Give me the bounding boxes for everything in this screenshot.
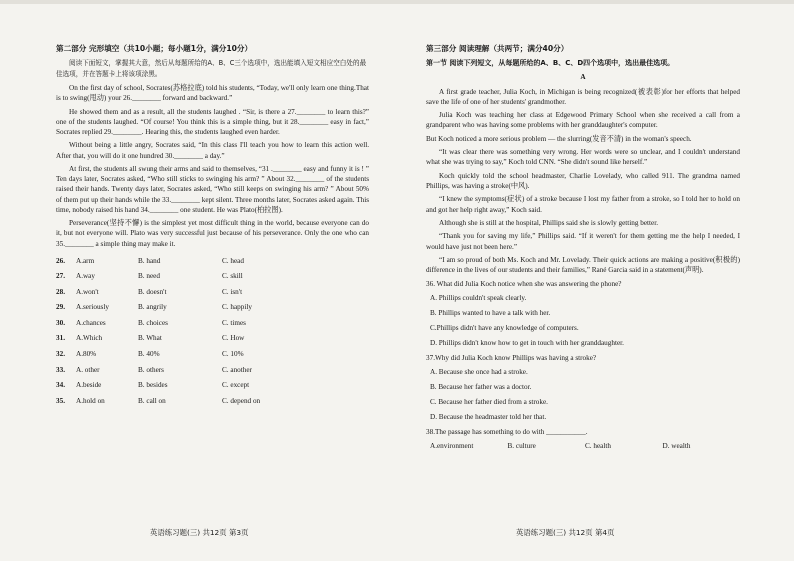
answer-option-row [430,439,740,453]
reading-paragraph: “I am so proud of both Ms. Koch and Mr. Lovelady. Their quick actions are making a positive(积极的) difference in the lives of our students and their families,” Rané Garcia said in a statement(声明). [426,255,740,275]
option-row: 31. A.Which B. What C. How [56,334,245,343]
passage-label: A [580,73,586,82]
cloze-paragraph: At first, the students all swung their arms and said to themselves, “31 .________ easy and funny it is ! ” Ten days later, Socrates asked, “Who still sticks to swinging his arm? ” About 32.________ of the students raised their hands. Twenty days later, Socrates asked, “Who still keeps on swinging his arm? ” About 50% of them put up their hands while the 33.________ kept silent. Three months later, Socrates asked again. This time, nobody raised his hand 34.________ one student. He was Plato(柏拉图). [56,165,369,214]
reading-paragraph: “I knew the symptoms(症状) of a stroke because I lost my father from a stroke, so I told her to hold on and got her help right away,” Koch said. [426,195,740,214]
question-36: 36. What did Julia Koch notice when she was answering the phone? [426,279,622,288]
page-footer-right: 英语练习题(三) 共12页 第4页 [516,528,615,537]
reading-paragraph: Julia Koch was teaching her class at Edgewood Primary School when she received a call from a grandparent who was having some problems with her granddaughter's computer. [426,111,740,130]
reading-subsection-title: 第一节 阅读下列短文，从每题所给的A、B、C、D四个选项中，选出最佳选项。 [426,59,675,68]
question-37: 37.Why did Julia Koch know Phillips was having a stroke? [426,353,597,362]
option-row: 33. A. other B. others C. another [56,365,252,374]
answer-option: C. health [585,442,611,451]
option-row: 32. A.80% B. 40% C. 10% [56,350,244,359]
answer-option: A. Phillips couldn't speak clearly. [430,293,527,302]
option-row: 26. A.arm B. hand C. head [56,256,244,265]
cloze-paragraph: On the first day of school, Socrates(苏格拉底) told his students, “Today, we'll only learn one thing.That is to swing(甩动) your 26.________ forward and backward.” [56,84,369,103]
section-title-reading: 第三部分 阅读理解（共两节；满分40分） [426,44,569,53]
cloze-paragraph: Perseverance(坚持不懈) is the simplest yet most difficult thing in the world, because everyone can do it, but not everyone will. Plato was very successful just because of his perseverance. Only the one who can 35.________ a simple thing may make it. [56,219,369,248]
option-row: 29. A.seriously B. angrily C. happily [56,303,252,312]
reading-paragraph: “It was clear there was something very wrong. Her words were so unclear, and I couldn't understand what she was trying to say,” Koch told CNN. “She didn't sound like herself.” [426,148,740,167]
cloze-paragraph: Without being a little angry, Socrates said, “In this class I'll teach you how to learn this action well. After that, you will do it one hundred 30.________ a day.” [56,141,369,160]
reading-paragraph: A first grade teacher, Julia Koch, in Michigan is being recognized(被表彰)for her efforts that helped save the life of one of her students' grandmother. [426,87,740,106]
reading-paragraph: Although she is still at the hospital, Phillips said she is slowly getting better. [439,218,659,227]
answer-option: D. wealth [662,442,691,451]
option-row: 34. A.beside B. besides C. except [56,381,250,390]
reading-paragraph: But Koch noticed a more serious problem — the slurring(发音不清) in the woman's speech. [426,134,692,143]
option-row: 35. A.hold on B. call on C. depend on [56,396,261,405]
cloze-options [56,253,369,409]
answer-option: D. Because the headmaster told her that. [430,412,547,421]
answer-option: B. Phillips wanted to have a talk with her. [430,308,551,317]
answer-option: B. culture [507,442,536,451]
page-footer-left: 英语练习题(三) 共12页 第3页 [150,528,249,537]
section-title-cloze: 第二部分 完形填空（共10小题；每小题1分，满分10分） [56,44,253,53]
page-3 [56,44,369,409]
page-4 [426,44,740,453]
scan-edge [0,0,794,4]
answer-option: B. Because her father was a doctor. [430,382,532,391]
question-38: 38.The passage has something to do with ___________. [426,427,588,436]
answer-option: C.Phillips didn't have any knowledge of computers. [430,323,579,332]
reading-paragraph: Koch quickly told the school headmaster, Charlie Lovelady, who called 911. The grandma named Phillips, was having a stroke(中风). [426,171,740,190]
answer-option: A. Because she once had a stroke. [430,367,528,376]
option-row: 28. A.won't B. doesn't C. isn't [56,287,243,296]
answer-option: A.environment [430,442,474,451]
answer-option: D. Phillips didn't know how to get in touch with her granddaughter. [430,338,624,347]
reading-paragraph: “Thank you for saving my life,” Phillips said. “If it weren't for them getting me the help I needed, I would have just not been here.” [426,232,740,251]
option-row: 30. A.chances B. choices C. times [56,318,246,327]
option-row: 27. A.way B. need C. skill [56,272,243,281]
cloze-paragraph: He showed them and as a result, all the students laughed . “Sir, is there a 27.________ to learn this?” one of the students laughed. “Of course! You think this is a simple thing, but it 28.________ easy in fact,” Socrates replied 29.________. Hearing this, the students laughed even harder. [56,107,369,137]
answer-option: C. Because her father died from a stroke. [430,397,548,406]
cloze-instructions: 阅读下面短文，掌握其大意，然后从每题所给的A、B、C三个选项中，选出能填入短文相应空白处的最佳选项，并在答题卡上将该项涂黑。 [56,59,367,78]
